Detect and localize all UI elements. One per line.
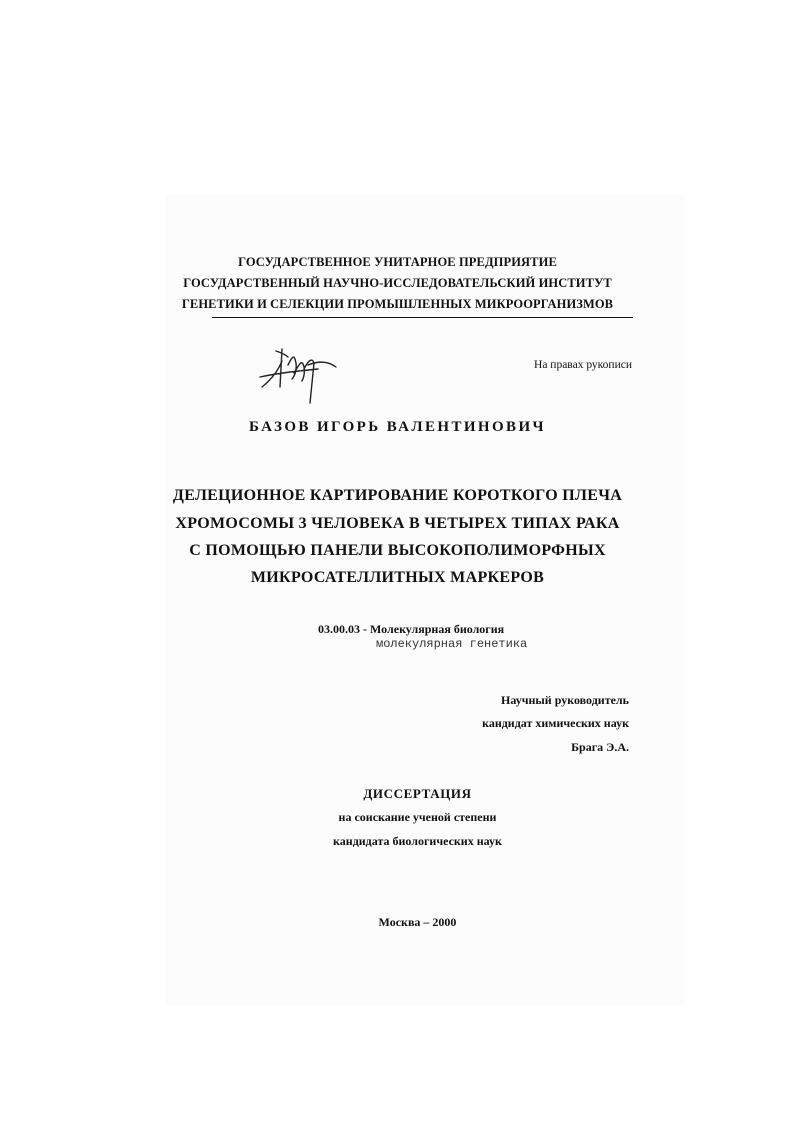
signature xyxy=(258,343,343,405)
city-year: Москва – 2000 xyxy=(378,915,457,929)
specialty-code: 03.00.03 - Молекулярная биология xyxy=(318,622,505,636)
supervisor-name: Брага Э.А. xyxy=(571,740,629,754)
title-line-3: С ПОМОЩЬЮ ПАНЕЛИ ВЫСОКОПОЛИМОРФНЫХ xyxy=(189,542,606,559)
manuscript-rights-note: На правах рукописи xyxy=(534,359,632,371)
title-line-2: ХРОМОСОМЫ 3 ЧЕЛОВЕКА В ЧЕТЫРЕХ ТИПАХ РАКА xyxy=(175,515,620,532)
header-line-1: ГОСУДАРСТВЕННОЕ УНИТАРНОЕ ПРЕДПРИЯТИЕ xyxy=(238,255,557,269)
dissertation-label: ДИССЕРТАЦИЯ xyxy=(363,786,472,801)
dissertation-purpose: на соискание ученой степени xyxy=(338,810,497,824)
specialty-handwritten: молекулярная генетика xyxy=(376,637,528,651)
title-line-1: ДЕЛЕЦИОННОЕ КАРТИРОВАНИЕ КОРОТКОГО ПЛЕЧА xyxy=(172,487,623,504)
dissertation-degree: кандидата биологических наук xyxy=(333,834,502,848)
supervisor-role: Научный руководитель xyxy=(501,693,629,707)
header-line-2: ГОСУДАРСТВЕННЫЙ НАУЧНО-ИССЛЕДОВАТЕЛЬСКИЙ ИНСТИТУТ xyxy=(183,276,612,290)
author-name: БАЗОВ ИГОРЬ ВАЛЕНТИНОВИЧ xyxy=(249,419,546,435)
title-line-4: МИКРОСАТЕЛЛИТНЫХ МАРКЕРОВ xyxy=(250,569,545,586)
header-line-3: ГЕНЕТИКИ И СЕЛЕКЦИИ ПРОМЫШЛЕННЫХ МИКРООРГАНИЗМОВ xyxy=(181,297,614,311)
header-rule xyxy=(212,317,633,318)
supervisor-degree: кандидат химических наук xyxy=(482,716,629,730)
